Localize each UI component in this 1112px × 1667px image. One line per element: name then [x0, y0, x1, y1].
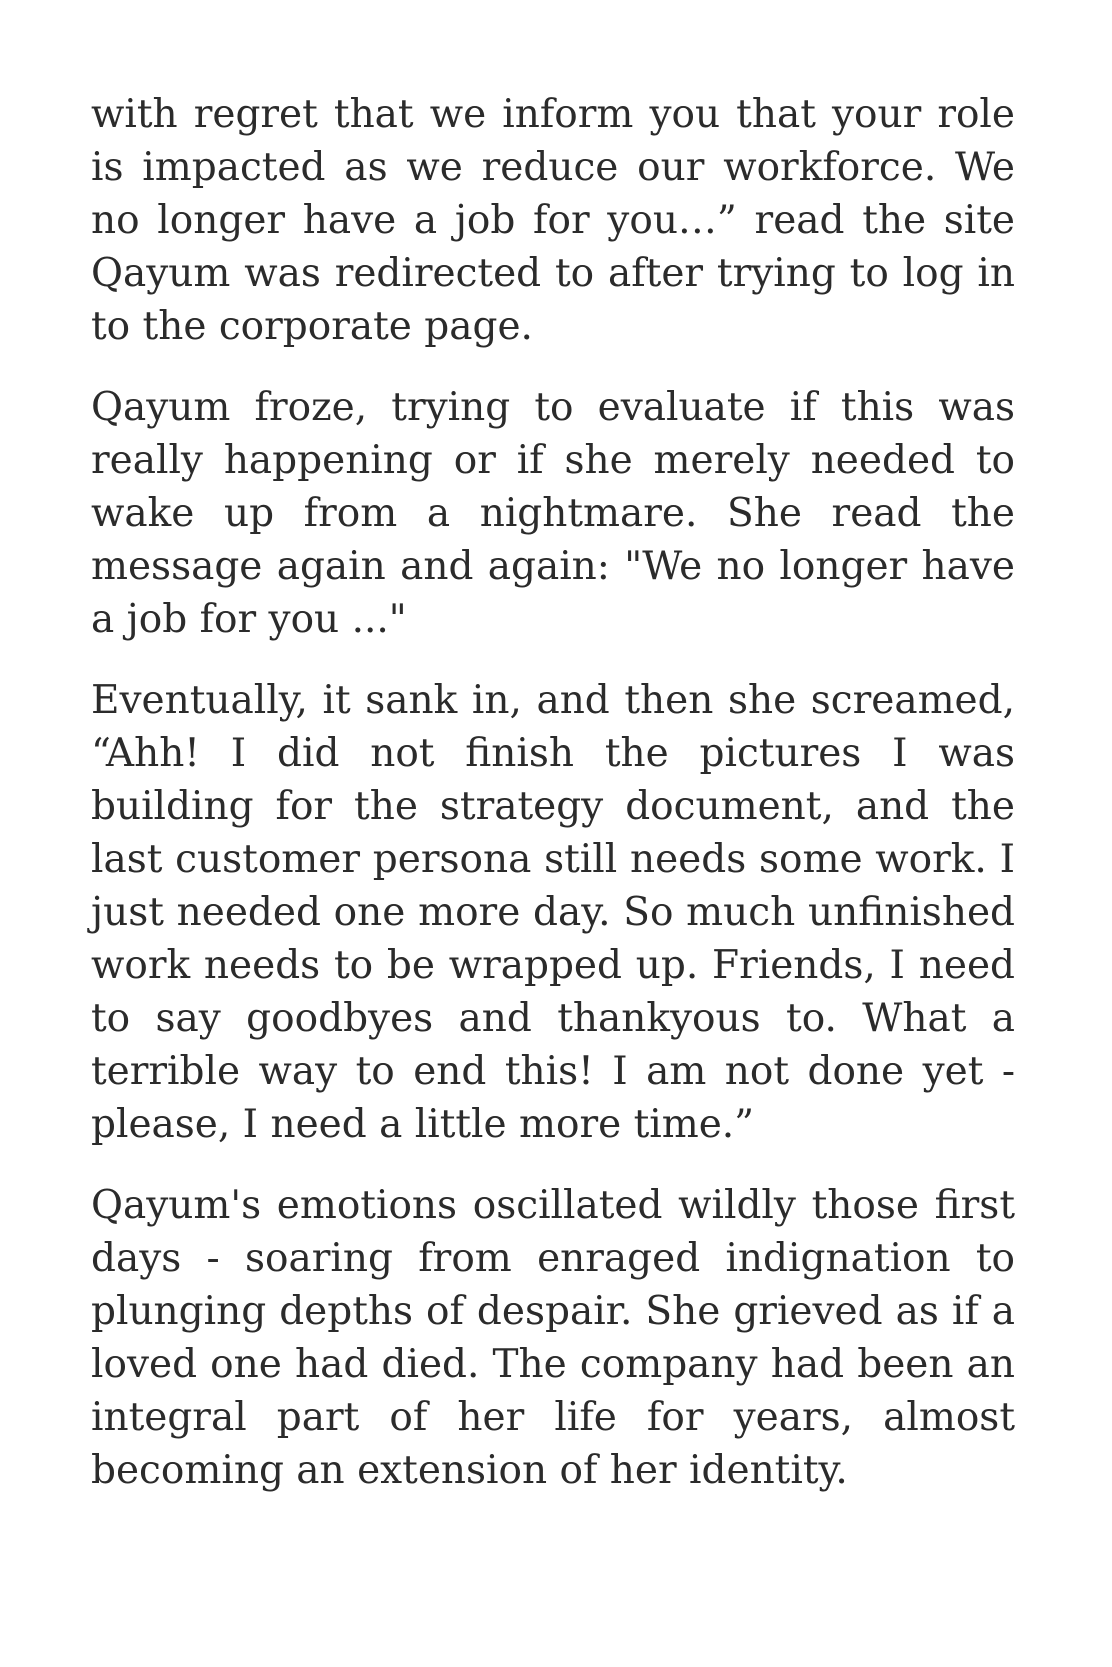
paragraph-1: with regret that we inform you that your role is impacted as we reduce our workforce. We no longer have a job for you…” read the site Qayum was redirected to after trying to log in to the corporate page. — [91, 92, 1015, 349]
page-content — [91, 88, 1015, 1525]
paragraph-2: Qayum froze, trying to evaluate if this was really happening or if she merely needed to wake up from a nightmare. She read the message again and again: "We no longer have a job for you ..." — [91, 385, 1015, 642]
paragraph-4: Qayum's emotions oscillated wildly those first days - soaring from enraged indignation to plunging depths of despair. She grieved as if a loved one had died. The company had been an integral part of her life for years, almost becoming an extension of her identity. — [91, 1183, 1015, 1493]
paragraph-3: Eventually, it sank in, and then she screamed, “Ahh! I did not finish the pictures I was building for the strategy document, and the last customer persona still needs some work. I just needed one more day. So much unfinished work needs to be wrapped up. Friends, I need to say goodbyes and thankyous to. What a terrible way to end this! I am not done yet - please, I need a little more time.” — [91, 678, 1015, 1147]
